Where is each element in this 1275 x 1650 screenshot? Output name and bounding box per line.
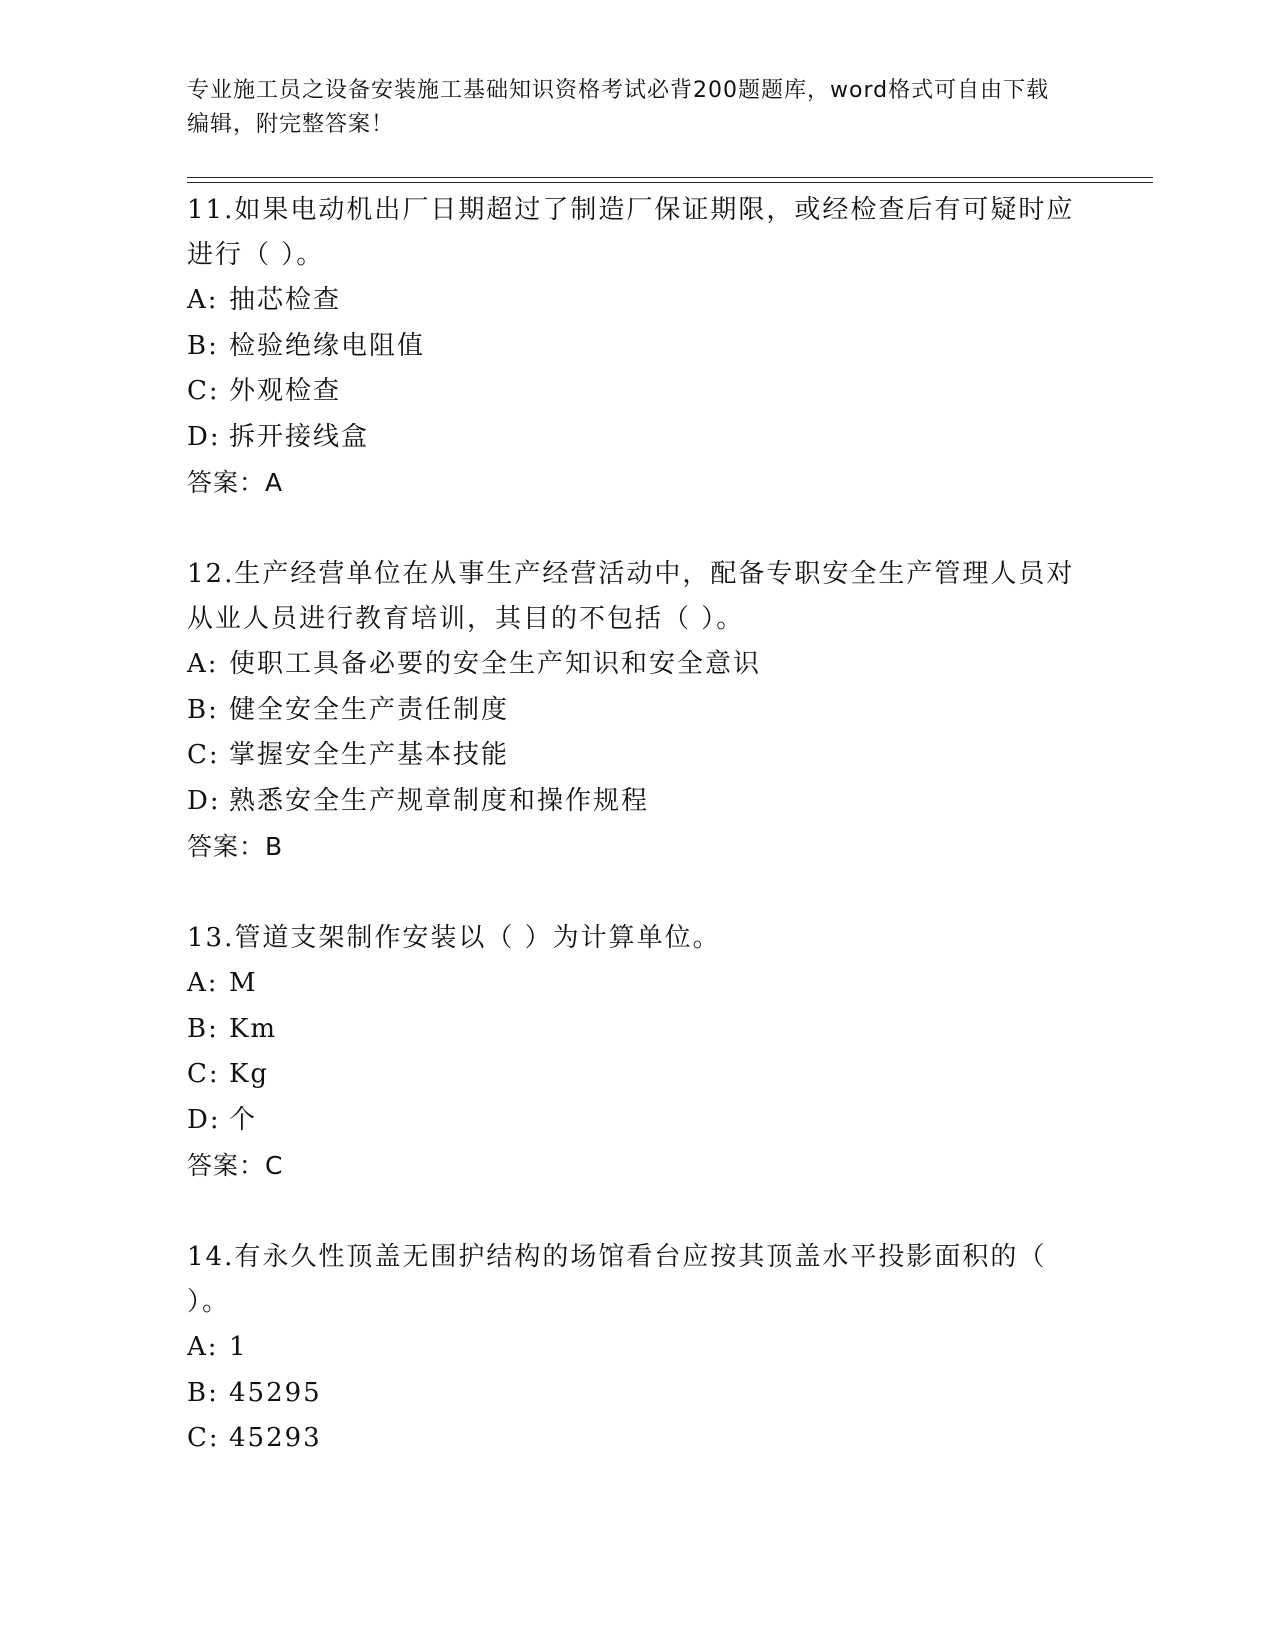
option-text: 检验绝缘电阻值: [229, 330, 426, 361]
option-text: 健全安全生产责任制度: [229, 694, 510, 725]
option-key: A:: [187, 968, 219, 998]
question-12: [187, 552, 1087, 869]
option-a: [187, 961, 1087, 1007]
option-text: 个: [229, 1104, 258, 1135]
option-a: [187, 278, 1087, 324]
option-a: [187, 642, 1087, 688]
option-key: B:: [187, 330, 219, 361]
answer-line: 答案：A: [187, 468, 284, 497]
document-header: 专业施工员之设备安装施工基础知识资格考试必背200题题库，word格式可自由下载编辑，附完整答案！: [187, 78, 1050, 137]
option-text: Km: [229, 1013, 278, 1044]
question-text: 14.有永久性顶盖无围护结构的场馆看台应按其顶盖水平投影面积的（ ）。: [187, 1242, 1047, 1317]
option-a: [187, 1325, 1087, 1371]
question-text: 11.如果电动机出厂日期超过了制造厂保证期限，或经检查后有可疑时应进行（ ）。: [187, 195, 1075, 270]
option-text: M: [229, 968, 258, 998]
option-key: D:: [187, 785, 221, 816]
option-c: [187, 733, 1087, 779]
question-11: [187, 188, 1087, 505]
option-text: 熟悉安全生产规章制度和操作规程: [229, 785, 650, 816]
question-text: 13.管道支架制作安装以（ ）为计算单位。: [187, 923, 721, 953]
option-text: 1: [229, 1332, 248, 1362]
option-text: 掌握安全生产基本技能: [229, 740, 510, 770]
option-d: [187, 415, 1087, 461]
option-text: 45293: [229, 1423, 322, 1453]
question-14: [187, 1235, 1087, 1462]
question-text: 12.生产经营单位在从事生产经营活动中，配备专职安全生产管理人员对从业人员进行教育培训，其目的不包括（ ）。: [187, 559, 1075, 634]
option-key: B:: [187, 1377, 219, 1408]
option-text: 拆开接线盒: [229, 421, 370, 452]
option-c: [187, 369, 1087, 415]
option-text: 45295: [229, 1377, 322, 1408]
option-key: A:: [187, 285, 219, 315]
option-b: [187, 324, 1087, 370]
answer-line: 答案：C: [187, 1151, 284, 1180]
option-c: [187, 1416, 1087, 1462]
option-c: [187, 1052, 1087, 1098]
header-divider: [187, 177, 1153, 178]
option-text: 抽芯检查: [229, 285, 342, 315]
option-d: [187, 1098, 1087, 1144]
header-divider: [187, 182, 1153, 183]
option-key: C:: [187, 376, 220, 406]
option-key: A:: [187, 1332, 219, 1362]
option-b: [187, 1371, 1087, 1417]
option-text: 使职工具备必要的安全生产知识和安全意识: [229, 649, 762, 679]
answer-line: 答案：B: [187, 832, 284, 861]
option-key: C:: [187, 1059, 220, 1089]
option-key: A:: [187, 649, 219, 679]
option-key: C:: [187, 1423, 220, 1453]
option-text: 外观检查: [229, 376, 342, 406]
question-13: [187, 916, 1087, 1188]
option-key: B:: [187, 694, 219, 725]
option-key: B:: [187, 1013, 219, 1044]
option-d: [187, 779, 1087, 825]
option-b: [187, 1007, 1087, 1053]
option-key: C:: [187, 740, 220, 770]
option-key: D:: [187, 421, 221, 452]
option-key: D:: [187, 1104, 221, 1135]
option-b: [187, 688, 1087, 734]
option-text: Kg: [229, 1059, 270, 1089]
